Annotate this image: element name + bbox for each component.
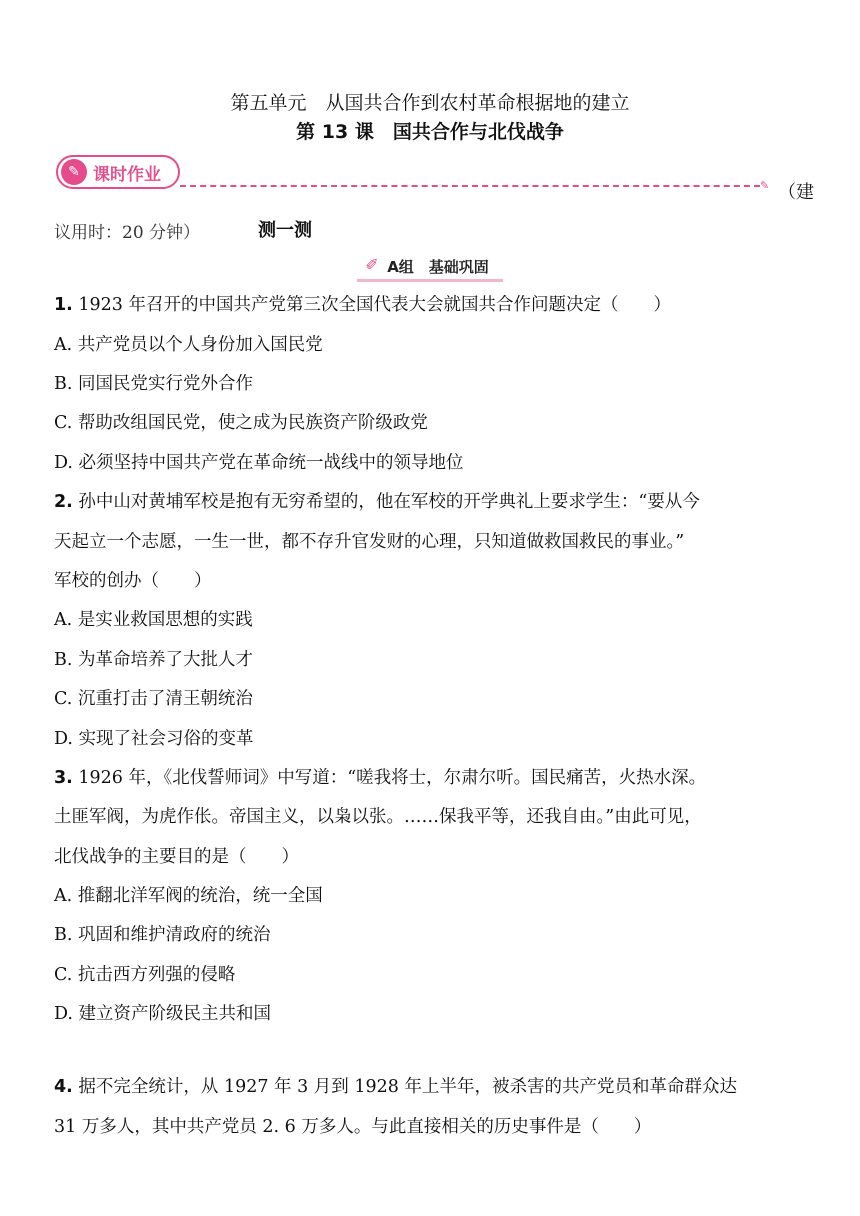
question-1-stem: 1. 1923 年召开的中国共产党第三次全国代表大会就国共合作问题决定（ ） [54, 295, 671, 315]
question-3-option: B. 巩固和维护清政府的统治 [54, 925, 271, 945]
question-2-stem-line: 军校的创办（ ） [54, 571, 212, 591]
question-1-option: C. 帮助改组国民党，使之成为民族资产阶级政党 [54, 413, 428, 433]
question-1-option: A. 共产党员以个人身份加入国民党 [54, 335, 323, 355]
badge-label: 课时作业 [93, 164, 161, 185]
question-2-stem-line: 天起立一个志愿，一生一世，都不存升官发财的心理，只知道做救国救民的事业。” [54, 532, 685, 552]
unit-title: 第五单元 从国共合作到农村革命根据地的建立 [230, 92, 630, 114]
pencil-ruler-icon: ✎ [61, 159, 87, 185]
question-4-stem: 4. 据不完全统计，从 1927 年 3 月到 1928 年上半年，被杀害的共产党员和革命群众达 [54, 1077, 737, 1097]
test-label: 测一测 [258, 220, 312, 241]
pencil-icon: ✎ [760, 179, 770, 192]
question-3-option: C. 抗击西方列强的侵略 [54, 965, 236, 985]
question-1-option: B. 同国民党实行党外合作 [54, 374, 253, 394]
question-4-stem-line: 31 万多人，其中共产党员 2. 6 万多人。与此直接相关的历史事件是（ ） [54, 1117, 652, 1137]
question-3-option: A. 推翻北洋军阀的统治，统一全国 [54, 886, 323, 906]
time-text-cont: （建 [778, 182, 814, 203]
homework-badge [56, 155, 180, 189]
lesson-title: 第 13 课 国共合作与北伐战争 [296, 121, 564, 143]
question-1-option: D. 必须坚持中国共产党在革命统一战线中的领导地位 [54, 453, 464, 473]
question-3-stem: 3. 1926 年，《北伐誓师词》中写道：“嗟我将士，尔肃尔听。国民痛苦，火热水深。 [54, 768, 707, 788]
question-2-option: D. 实现了社会习俗的变革 [54, 729, 254, 749]
question-2-stem: 2. 孙中山对黄埔军校是抱有无穷希望的，他在军校的开学典礼上要求学生：“要从今 [54, 492, 700, 512]
question-2-option: A. 是实业救国思想的实践 [54, 610, 253, 630]
group-label-text: A组 基础巩固 [387, 258, 489, 276]
group-label [0, 254, 860, 282]
question-3-stem-line: 土匪军阀，为虎作伥。帝国主义，以枭以张。……保我平等，还我自由。”由此可见， [54, 807, 702, 827]
brush-icon: ✐ [365, 255, 379, 274]
suggested-time: 议用时：20 分钟） [54, 223, 201, 243]
question-2-option: C. 沉重打击了清王朝统治 [54, 689, 253, 709]
question-3-option: D. 建立资产阶级民主共和国 [54, 1004, 272, 1024]
question-3-stem-line: 北伐战争的主要目的是（ ） [54, 847, 299, 867]
question-2-option: B. 为革命培养了大批人才 [54, 650, 253, 670]
dashed-divider [180, 185, 760, 187]
